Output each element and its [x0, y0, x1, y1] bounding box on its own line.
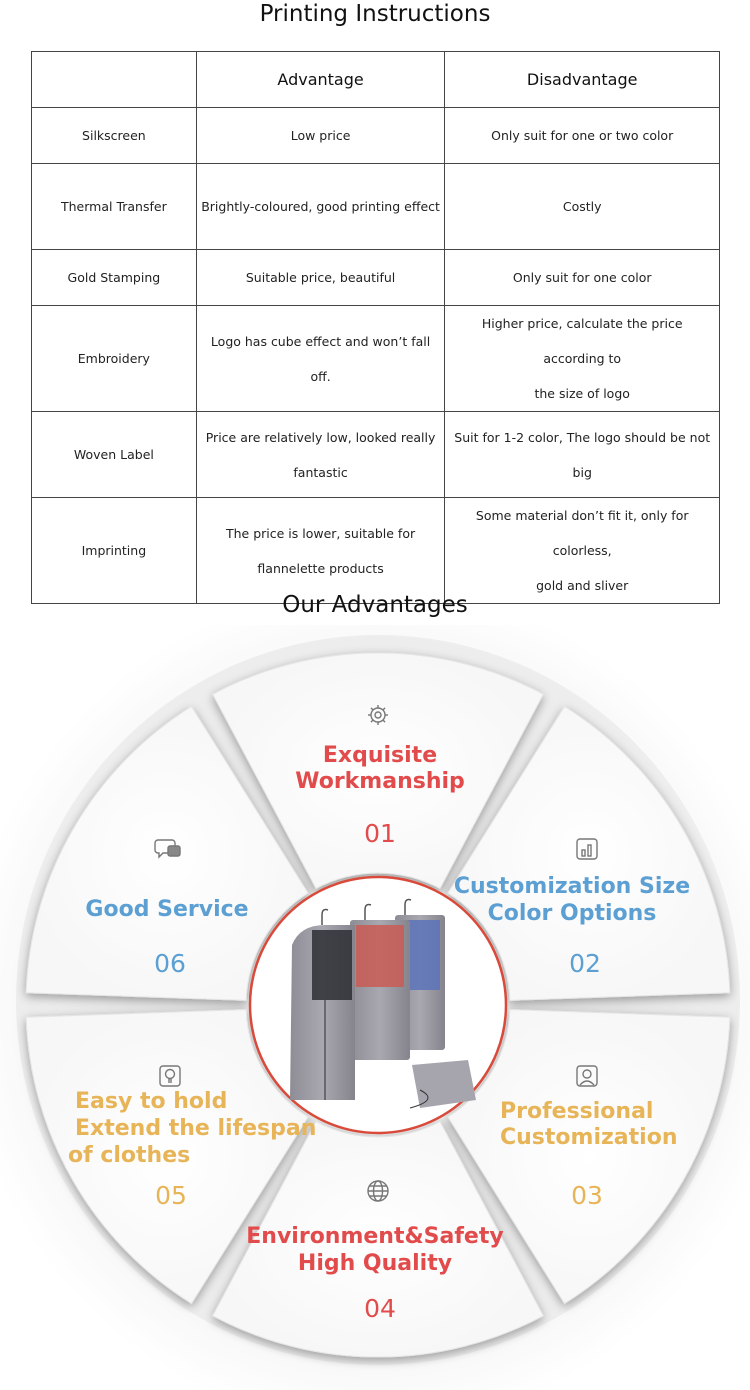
- header-disadvantage: Disadvantage: [445, 52, 720, 108]
- advantage-cell: Low price: [196, 108, 445, 164]
- table-row: [32, 498, 720, 604]
- segment-05-title-line: of clothes: [68, 1143, 191, 1168]
- segment-03-title-line: Customization: [500, 1125, 678, 1150]
- segment-02-title-line: Color Options: [487, 901, 657, 926]
- segment-06-number: 06: [154, 949, 186, 978]
- disadvantage-cell: Higher price, calculate the price according to the size of logo: [445, 306, 720, 412]
- table-row: [32, 412, 720, 498]
- table-row: [32, 250, 720, 306]
- table-header-row: [32, 52, 720, 108]
- disadvantage-cell: Some material don’t fit it, only for colorless, gold and sliver: [445, 498, 720, 604]
- table-row: [32, 164, 720, 250]
- disadvantage-cell: Only suit for one or two color: [445, 108, 720, 164]
- advantage-cell: Logo has cube effect and won’t fall off.: [196, 306, 445, 412]
- segment-01-number: 01: [364, 819, 396, 848]
- method-cell: Gold Stamping: [32, 250, 197, 306]
- advantages-wheel: [0, 625, 750, 1390]
- segment-04-number: 04: [364, 1294, 396, 1323]
- segment-04-title-line: High Quality: [297, 1251, 453, 1276]
- segment-01-title-line: Exquisite: [322, 743, 438, 768]
- method-cell: Woven Label: [32, 412, 197, 498]
- segment-02-number: 02: [569, 949, 601, 978]
- segment-02-title-line: Customization Size: [453, 874, 691, 899]
- center-photo: [250, 877, 506, 1133]
- segment-06-title-line: Good Service: [85, 897, 249, 922]
- header-advantage: Advantage: [196, 52, 445, 108]
- segment-04-title-line: Environment&Safety: [246, 1224, 504, 1249]
- method-cell: Embroidery: [32, 306, 197, 412]
- disadvantage-cell: Costly: [445, 164, 720, 250]
- method-cell: Silkscreen: [32, 108, 197, 164]
- table-row: [32, 306, 720, 412]
- method-cell: Imprinting: [32, 498, 197, 604]
- printing-instructions-table: [31, 51, 720, 604]
- our-advantages-title: Our Advantages: [282, 592, 468, 618]
- disadvantage-cell: Suit for 1-2 color, The logo should be not big: [445, 412, 720, 498]
- disadvantage-cell: Only suit for one color: [445, 250, 720, 306]
- advantage-cell: Brightly-coloured, good printing effect: [196, 164, 445, 250]
- segment-05-title-line: Extend the lifespan: [75, 1116, 317, 1141]
- advantage-cell: Price are relatively low, looked really fantastic: [196, 412, 445, 498]
- segment-05-number: 05: [155, 1181, 187, 1210]
- segment-03-number: 03: [571, 1181, 603, 1210]
- method-cell: Thermal Transfer: [32, 164, 197, 250]
- advantage-cell: Suitable price, beautiful: [196, 250, 445, 306]
- advantage-cell: The price is lower, suitable for flannelette products: [196, 498, 445, 604]
- printing-instructions-title: Printing Instructions: [259, 1, 491, 27]
- segment-03-title-line: Professional: [500, 1099, 654, 1124]
- segment-05-title-line: Easy to hold: [75, 1089, 228, 1114]
- table-row: [32, 108, 720, 164]
- segment-01-title-line: Workmanship: [295, 769, 465, 794]
- header-empty-cell: [32, 52, 197, 108]
